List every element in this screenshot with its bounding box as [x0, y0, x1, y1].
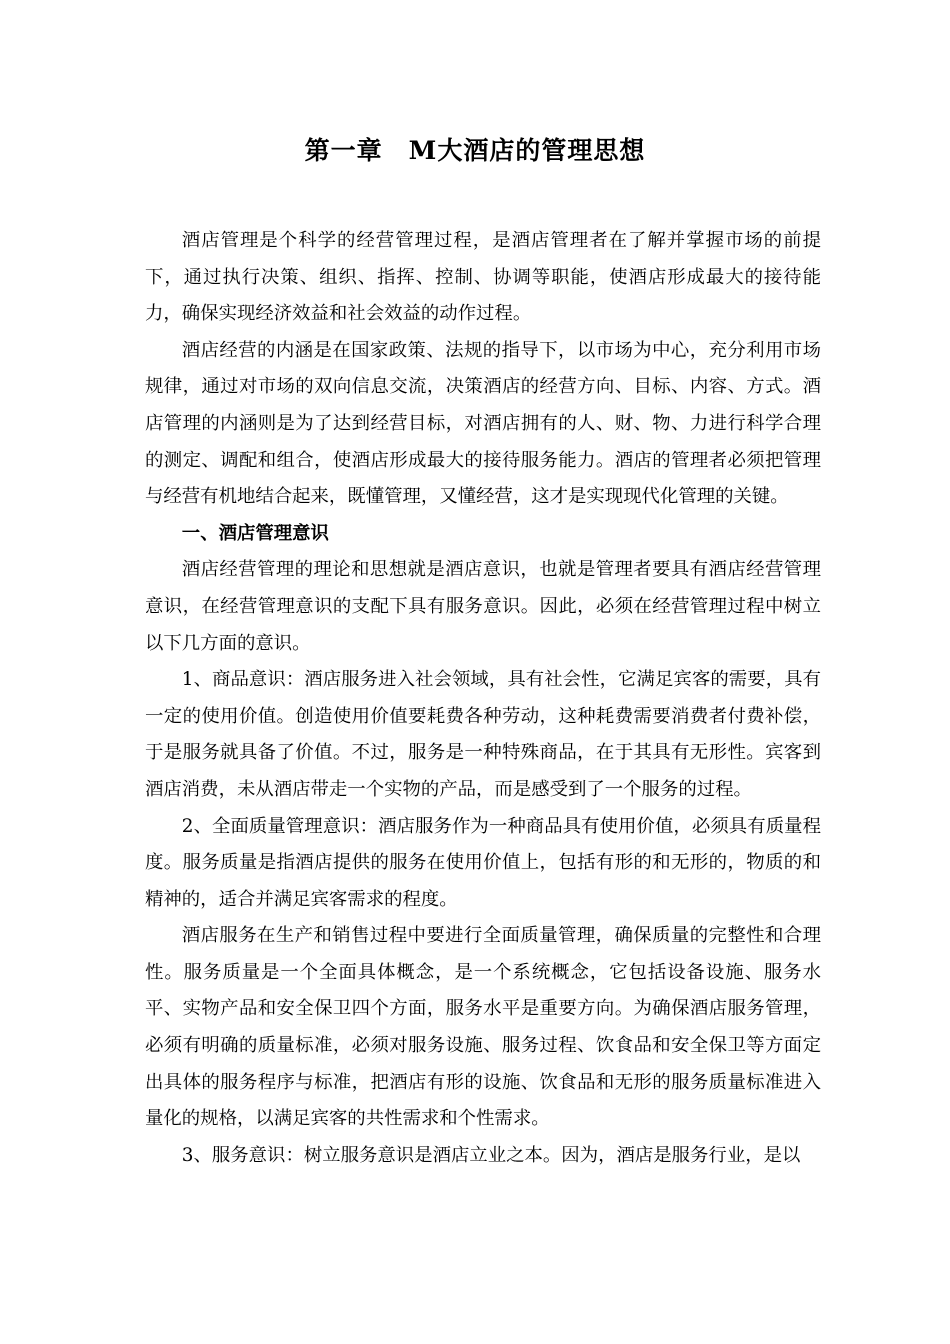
- paragraph-quality-awareness: 2、全面质量管理意识：酒店服务作为一种商品具有使用价值，必须具有质量程度。服务质量是指酒店提供的服务在使用价值上，包括有形的和无形的，物质的和精神的，适合并满足宾客需求的程度。: [145, 815, 821, 910]
- paragraph-intro: 酒店管理是个科学的经营管理过程，是酒店管理者在了解并掌握市场的前提下，通过执行决策、组织、指挥、控制、协调等职能，使酒店形成最大的接待能力，确保实现经济效益和社会效益的动作过程。: [145, 230, 821, 325]
- paragraph-operation-meaning: 酒店经营的内涵是在国家政策、法规的指导下，以市场为中心，充分利用市场规律，通过对市场的双向信息交流，决策酒店的经营方向、目标、内容、方式。酒店管理的内涵则是为了达到经营目标，对酒店拥有的人、财、物、力进行科学合理的测定、调配和组合，使酒店形成最大的接待服务能力。酒店的管理者必须把管理与经营有机地结合起来，既懂管理，又懂经营，这才是实现现代化管理的关键。: [145, 339, 821, 508]
- body-text: [145, 223, 821, 1174]
- section-heading: 一、酒店管理意识: [181, 522, 329, 544]
- paragraph-quality-management: 酒店服务在生产和销售过程中要进行全面质量管理，确保质量的完整性和合理性。服务质量是一个全面具体概念，是一个系统概念，它包括设备设施、服务水平、实物产品和安全保卫四个方面，服务水平是重要方向。为确保酒店服务管理，必须有明确的质量标准，必须对服务设施、服务过程、饮食品和安全保卫等方面定出具体的服务程序与标准，把酒店有形的设施、饮食品和无形的服务质量标准进入量化的规格，以满足宾客的共性需求和个性需求。: [145, 925, 821, 1130]
- chapter-title: 第一章 M大酒店的管理思想: [304, 136, 646, 165]
- paragraph-service-awareness: 3、服务意识：树立服务意识是酒店立业之本。因为，酒店是服务行业，是以: [181, 1144, 801, 1166]
- paragraph-awareness-intro: 酒店经营管理的理论和思想就是酒店意识，也就是管理者要具有酒店经营管理意识，在经营管理意识的支配下具有服务意识。因此，必须在经营管理过程中树立以下几方面的意识。: [145, 559, 821, 654]
- paragraph-commodity-awareness: 1、商品意识：酒店服务进入社会领域，具有社会性，它满足宾客的需要，具有一定的使用价值。创造使用价值要耗费各种劳动，这种耗费需要消费者付费补偿，于是服务就具备了价值。不过，服务是一种特殊商品，在于其具有无形性。宾客到酒店消费，未从酒店带走一个实物的产品，而是感受到了一个服务的过程。: [145, 669, 821, 800]
